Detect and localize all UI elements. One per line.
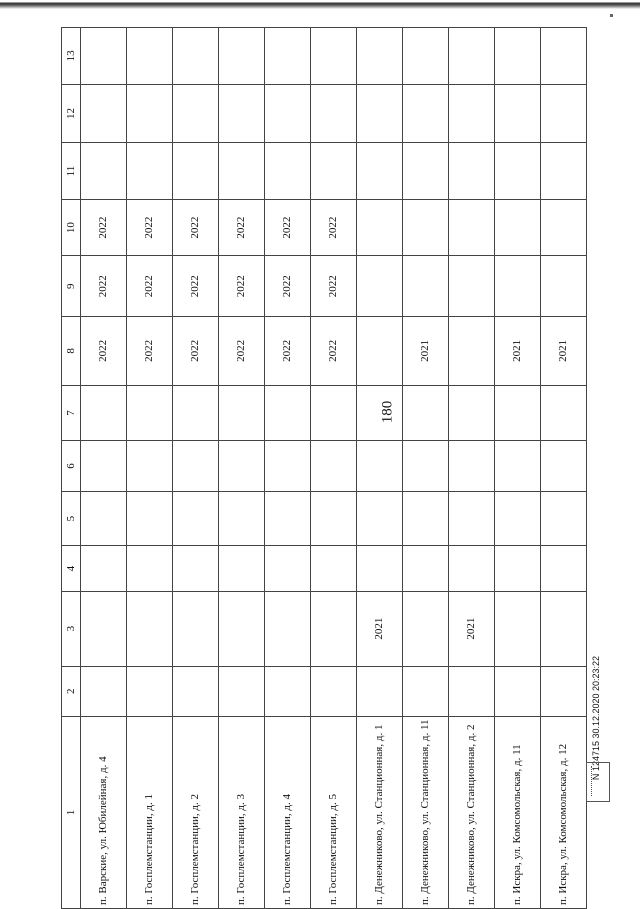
- header-cell: 8: [62, 317, 81, 386]
- year-cell: [311, 84, 357, 143]
- year-cell: [265, 491, 311, 546]
- year-cell: 2022: [311, 199, 357, 256]
- year-cell: [495, 441, 541, 492]
- year-cell: [495, 591, 541, 666]
- page-number: 180: [379, 400, 396, 424]
- year-cell: [311, 143, 357, 200]
- year-cell: [541, 385, 587, 441]
- year-cell: 2021: [541, 317, 587, 386]
- year-cell: [541, 441, 587, 492]
- year-cell: [81, 28, 127, 85]
- table-row: [173, 28, 219, 909]
- year-cell: [81, 143, 127, 200]
- year-cell: [403, 256, 449, 317]
- year-cell: [449, 666, 495, 717]
- year-cell: [357, 441, 403, 492]
- year-cell: [449, 491, 495, 546]
- header-cell: 1: [62, 717, 81, 909]
- address-cell: п. Варские, ул. Юбилейная, д. 4: [81, 717, 127, 909]
- scan-edge: [0, 0, 640, 12]
- year-cell: [357, 317, 403, 386]
- year-cell: [127, 546, 173, 591]
- year-cell: [403, 546, 449, 591]
- year-cell: [265, 84, 311, 143]
- year-cell: [219, 546, 265, 591]
- year-cell: [449, 317, 495, 386]
- year-cell: [219, 491, 265, 546]
- year-cell: [495, 546, 541, 591]
- address-cell: п. Денежниково, ул. Станционная, д. 1: [357, 717, 403, 909]
- year-cell: [173, 491, 219, 546]
- year-cell: 2022: [265, 199, 311, 256]
- year-cell: [357, 491, 403, 546]
- footer-text: 124715 30.12.2020 20:23:22: [591, 655, 601, 772]
- address-cell: п. Искра, ул. Комсомольская, д. 12: [541, 717, 587, 909]
- year-cell: [81, 84, 127, 143]
- table-row: [495, 28, 541, 909]
- year-cell: [265, 385, 311, 441]
- year-cell: [311, 491, 357, 546]
- year-cell: [219, 143, 265, 200]
- header-cell: 13: [62, 28, 81, 85]
- year-cell: [265, 591, 311, 666]
- address-cell: п. Денежниково, ул. Станционная, д. 2: [449, 717, 495, 909]
- year-cell: 2022: [81, 317, 127, 386]
- address-cell: п. Госплемстанции, д. 1: [127, 717, 173, 909]
- year-cell: [127, 491, 173, 546]
- year-cell: [81, 385, 127, 441]
- year-cell: 2022: [265, 256, 311, 317]
- address-cell: п. Госплемстанции, д. 4: [265, 717, 311, 909]
- table-row: [311, 28, 357, 909]
- year-cell: [219, 28, 265, 85]
- year-cell: [449, 441, 495, 492]
- header-cell: 5: [62, 491, 81, 546]
- year-cell: [357, 385, 403, 441]
- address-cell: п. Госплемстанции, д. 2: [173, 717, 219, 909]
- year-cell: [449, 199, 495, 256]
- year-cell: 2022: [81, 199, 127, 256]
- year-cell: [357, 84, 403, 143]
- year-cell: [219, 385, 265, 441]
- year-cell: [311, 591, 357, 666]
- year-cell: [81, 591, 127, 666]
- year-cell: [173, 666, 219, 717]
- year-cell: [219, 441, 265, 492]
- year-cell: 2022: [173, 256, 219, 317]
- year-cell: [311, 385, 357, 441]
- year-cell: [127, 441, 173, 492]
- year-cell: [173, 591, 219, 666]
- year-cell: [495, 28, 541, 85]
- year-cell: 2022: [127, 199, 173, 256]
- year-cell: [357, 28, 403, 85]
- year-cell: [403, 666, 449, 717]
- year-cell: [403, 491, 449, 546]
- year-cell: [265, 441, 311, 492]
- year-cell: [127, 666, 173, 717]
- scan-speck: [610, 14, 613, 17]
- address-cell: п. Госплемстанции, д. 5: [311, 717, 357, 909]
- year-cell: [357, 666, 403, 717]
- year-cell: [495, 385, 541, 441]
- year-cell: 2022: [219, 317, 265, 386]
- year-cell: 2022: [265, 317, 311, 386]
- year-cell: [219, 591, 265, 666]
- year-cell: [173, 546, 219, 591]
- year-cell: 2022: [173, 199, 219, 256]
- year-cell: [81, 666, 127, 717]
- year-cell: 2022: [219, 256, 265, 317]
- year-cell: [173, 28, 219, 85]
- year-cell: [403, 385, 449, 441]
- year-cell: [541, 591, 587, 666]
- year-cell: [541, 491, 587, 546]
- year-cell: 2021: [357, 591, 403, 666]
- year-cell: [219, 84, 265, 143]
- year-cell: [541, 666, 587, 717]
- header-cell: 10: [62, 199, 81, 256]
- address-cell: п. Искра, ул. Комсомольская, д. 11: [495, 717, 541, 909]
- year-cell: [265, 546, 311, 591]
- year-cell: [173, 143, 219, 200]
- year-cell: [495, 256, 541, 317]
- year-cell: [357, 546, 403, 591]
- year-cell: [403, 84, 449, 143]
- year-cell: [127, 28, 173, 85]
- header-cell: 12: [62, 84, 81, 143]
- header-row: [62, 28, 81, 909]
- year-cell: 2021: [449, 591, 495, 666]
- table-row: [403, 28, 449, 909]
- year-cell: [495, 491, 541, 546]
- year-cell: [495, 84, 541, 143]
- header-cell: 6: [62, 441, 81, 492]
- year-cell: [541, 256, 587, 317]
- year-cell: [81, 546, 127, 591]
- year-cell: [403, 28, 449, 85]
- year-cell: [541, 143, 587, 200]
- year-cell: [449, 28, 495, 85]
- year-cell: [403, 143, 449, 200]
- year-cell: [173, 385, 219, 441]
- year-cell: [219, 666, 265, 717]
- year-cell: 2022: [127, 256, 173, 317]
- year-cell: [81, 491, 127, 546]
- header-cell: 9: [62, 256, 81, 317]
- year-cell: [495, 666, 541, 717]
- rotated-table-wrapper: [61, 27, 587, 909]
- year-cell: [449, 385, 495, 441]
- year-cell: [449, 143, 495, 200]
- table-row: [127, 28, 173, 909]
- year-cell: [449, 256, 495, 317]
- year-cell: [495, 199, 541, 256]
- year-cell: [311, 546, 357, 591]
- year-cell: [403, 199, 449, 256]
- table-row: [219, 28, 265, 909]
- year-cell: [127, 385, 173, 441]
- table-row: [265, 28, 311, 909]
- footer-mark: N: [591, 773, 601, 781]
- year-cell: 2022: [81, 256, 127, 317]
- year-cell: [311, 28, 357, 85]
- year-cell: [311, 666, 357, 717]
- stamp-seal: [586, 762, 610, 802]
- year-cell: [403, 591, 449, 666]
- year-cell: [173, 84, 219, 143]
- year-cell: [495, 143, 541, 200]
- year-cell: [311, 441, 357, 492]
- year-cell: 2021: [403, 317, 449, 386]
- year-cell: [357, 199, 403, 256]
- address-cell: п. Госплемстанции, д. 3: [219, 717, 265, 909]
- header-cell: 7: [62, 385, 81, 441]
- year-cell: [357, 256, 403, 317]
- year-cell: [541, 199, 587, 256]
- year-cell: 2022: [311, 256, 357, 317]
- schedule-table: [61, 27, 587, 909]
- address-cell: п. Денежниково, ул. Станционная, д. 11: [403, 717, 449, 909]
- table-row: [541, 28, 587, 909]
- year-cell: [81, 441, 127, 492]
- year-cell: [357, 143, 403, 200]
- header-cell: 11: [62, 143, 81, 200]
- year-cell: 2022: [219, 199, 265, 256]
- year-cell: 2022: [311, 317, 357, 386]
- year-cell: 2021: [495, 317, 541, 386]
- year-cell: [173, 441, 219, 492]
- header-cell: 4: [62, 546, 81, 591]
- year-cell: [541, 546, 587, 591]
- header-cell: 2: [62, 666, 81, 717]
- year-cell: [449, 84, 495, 143]
- year-cell: [541, 28, 587, 85]
- year-cell: [127, 591, 173, 666]
- year-cell: [127, 84, 173, 143]
- table-row: [81, 28, 127, 909]
- year-cell: [403, 441, 449, 492]
- year-cell: 2022: [173, 317, 219, 386]
- year-cell: [265, 666, 311, 717]
- year-cell: 2022: [127, 317, 173, 386]
- year-cell: [265, 143, 311, 200]
- table-row: [357, 28, 403, 909]
- header-cell: 3: [62, 591, 81, 666]
- year-cell: [127, 143, 173, 200]
- year-cell: [541, 84, 587, 143]
- year-cell: [265, 28, 311, 85]
- year-cell: [449, 546, 495, 591]
- table-row: [449, 28, 495, 909]
